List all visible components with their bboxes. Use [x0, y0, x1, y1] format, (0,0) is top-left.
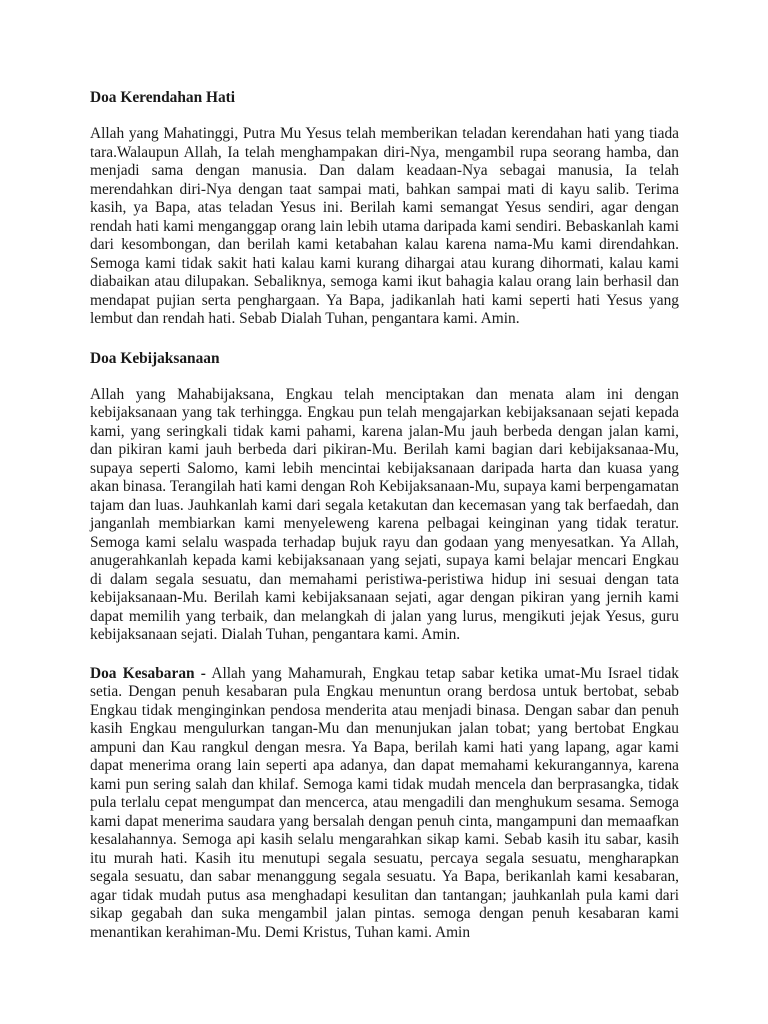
- section-kesabaran: [90, 665, 679, 943]
- spacer: [90, 368, 679, 386]
- section-body-kerendahan-hati: Allah yang Mahatinggi, Putra Mu Yesus telah memberikan teladan kerendahan hati yang tiada tara.Walaupun Allah, Ia telah menghampakan diri-Nya, mengambil rupa seorang hamba, dan menjadi sama dengan manusia. Dan dalam keadaan-Nya sebagai manusia, Ia telah merendahkan diri-Nya dengan taat sampai mati, bahkan sampai mati di kayu salib. Terima kasih, ya Bapa, atas teladan Yesus ini. Berilah kami semangat Yesus sendiri, agar dengan rendah hati kami menganggap orang lain lebih utama daripada kami sendiri. Bebaskanlah kami dari kesombongan, dan berilah kami ketabahan kalau karena nama-Mu kami direndahkan. Semoga kami tidak sakit hati kalau kami kurang dihargai atau kurang dihormati, kalau kami diabaikan atau dilupakan. Sebaliknya, semoga kami ikut bahagia kalau orang lain berhasil dan mendapat pujian serta penghargaan. Ya Bapa, jadikanlah hati kami seperti hati Yesus yang lembut dan rendah hati. Sebab Dialah Tuhan, pengantara kami. Amin.: [90, 125, 679, 327]
- section-body-kebijaksanaan: Allah yang Mahabijaksana, Engkau telah menciptakan dan menata alam ini dengan kebijaksanaan yang tak terhingga. Engkau pun telah mengajarkan kebijaksanaan sejati kepada kami, yang seringkali tidak kami pahami, karena jalan-Mu jauh berbeda dengan jalan kami, dan pikiran kami jauh berbeda dari pikiran-Mu. Berilah kami bagian dari kebijaksanaa-Mu, supaya seperti Salomo, kami lebih mencintai kebijaksanaan daripada harta dan kuasa yang akan binasa. Terangilah hati kami dengan Roh Kebijaksanaan-Mu, supaya kami berpengamatan tajam dan luas. Jauhkanlah kami dari segala ketakutan dan kecemasan yang tak berfaedah, dan janganlah membiarkan kami menyeleweng karena pelbagai keinginan yang tidak teratur. Semoga kami selalu waspada terhadap bujuk rayu dan godaan yang menyesatkan. Ya Allah, anugerahkanlah kepada kami kebijaksanaan yang sejati, supaya kami belajar mencari Engkau di dalam segala sesuatu, dan memahami peristiwa-peristiwa hidup ini sesuai dengan tata kebijaksanaan-Mu. Berilah kami kebijaksanaan sejati, agar dengan pikiran yang jernih kami dapat memilih yang terbaik, dan melangkah di jalan yang lurus, mengikuti jejak Yesus, guru kebijaksanaan sejati. Dialah Tuhan, pengantara kami. Amin.: [90, 385, 679, 643]
- section-heading-kerendahan-hati: Doa Kerendahan Hati: [90, 89, 236, 106]
- section-heading-kesabaran: Doa Kesabaran -: [90, 664, 206, 682]
- section-heading-kebijaksanaan: Doa Kebijaksanaan: [90, 349, 220, 367]
- document-page: [90, 88, 679, 942]
- spacer: [90, 645, 679, 665]
- section-body-kesabaran: Allah yang Mahamurah, Engkau tetap sabar ketika umat-Mu Israel tidak setia. Dengan penuh kesabaran pula Engkau menuntun orang berdosa untuk bertobat, sebab Engkau tidak menginginkan pendosa menderita atau menjadi binasa. Dengan sabar dan penuh kasih Engkau mengulurkan tangan-Mu dan menunjukan jalan tobat; yang bertobat Engkau ampuni dan Kau rangkul dengan mesra. Ya Bapa, berilah kami hati yang lapang, agar kami dapat menerima orang lain seperti apa adanya, dan dapat memahami kekurangannya, karena kami pun sering salah dan khilaf. Semoga kami tidak mudah mencela dan berprasangka, tidak pula terlalu cepat mengumpat dan mencerca, atau mengadili dan menghukum sesama. Semoga kami dapat menerima saudara yang bersalah dengan penuh cinta, mangampuni dan memaafkan kesalahannya. Semoga api kasih selalu mengarahkan sikap kami. Sebab kasih itu sabar, kasih itu murah hati. Kasih itu menutupi segala sesuatu, percaya segala sesuatu, mengharapkan segala sesuatu, dan sabar menanggung segala sesuatu. Ya Bapa, berikanlah kami kesabaran, agar tidak mudah putus asa menghadapi kesulitan dan tantangan; jauhkanlah pula kami dari sikap gegabah dan suka mengambil jalan pintas. semoga dengan penuh kesabaran kami menantikan kerahiman-Mu. Demi Kristus, Tuhan kami. Amin: [90, 664, 679, 941]
- spacer: [90, 329, 679, 349]
- spacer: [90, 107, 679, 125]
